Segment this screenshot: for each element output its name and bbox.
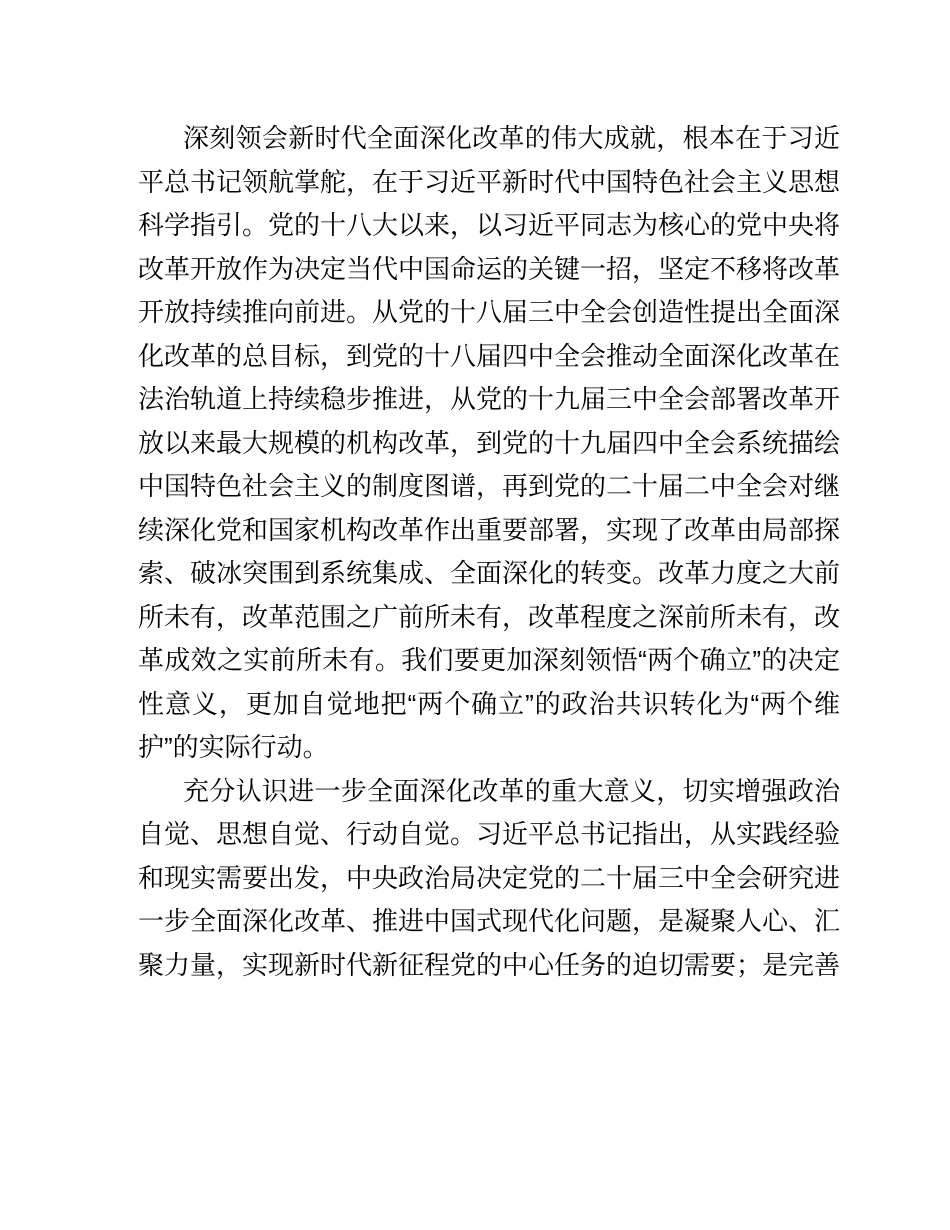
paragraph-1: 深刻领会新时代全面深化改革的伟大成就，根本在于习近平总书记领航掌舵，在于习近平新时代中国特色社会主义思想科学指引。党的十八大以来，以习近平同志为核心的党中央将改革开放作为决定当代中国命运的关键一招，坚定不移将改革开放持续推向前进。从党的十八届三中全会创造性提出全面深化改革的总目标，到党的十八届四中全会推动全面深化改革在法治轨道上持续稳步推进，从党的十九届三中全会部署改革开放以来最大规模的机构改革，到党的十九届四中全会系统描绘中国特色社会主义的制度图谱，再到党的二十届二中全会对继续深化党和国家机构改革作出重要部署，实现了改革由局部探索、破冰突围到系统集成、全面深化的转变。改革力度之大前所未有，改革范围之广前所未有，改革程度之深前所未有，改革成效之实前所未有。我们要更加深刻领悟“两个确立”的决定性意义，更加自觉地把“两个确立”的政治共识转化为“两个维护”的实际行动。: [138, 123, 841, 762]
paragraph-2: 充分认识进一步全面深化改革的重大意义，切实增强政治自觉、思想自觉、行动自觉。习近平总书记指出，从实践经验和现实需要出发，中央政治局决定党的二十届三中全会研究进一步全面深化改革、推进中国式现代化问题，是凝聚人心、汇聚力量，实现新时代新征程党的中心任务的迫切需要；是完善: [138, 775, 841, 980]
